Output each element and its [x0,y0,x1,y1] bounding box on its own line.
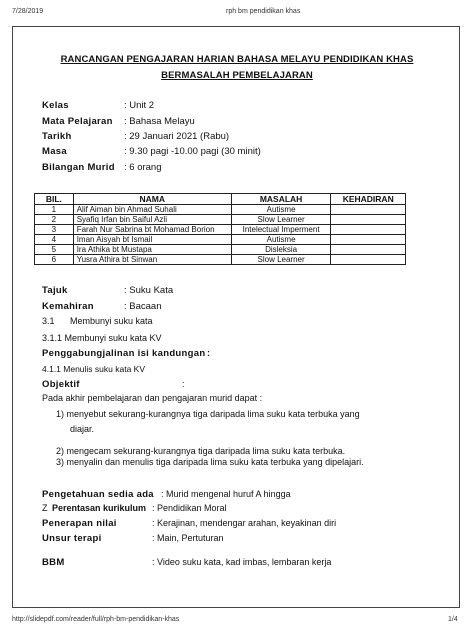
cell-bil: 5 [35,245,74,255]
print-doc-title: rph bm pendidikan khas [226,8,301,15]
table-row [35,225,406,235]
penggabungjalinan-text: 4.1.1 Menulis suku kata KV [42,364,146,374]
objektif-colon: : [182,379,185,389]
pengetahuan-value: : Murid mengenal huruf A hingga [161,489,291,499]
info-value-tarikh: : 29 Januari 2021 (Rabu) [124,131,230,142]
pengetahuan-label: Pengetahuan sedia ada [42,489,154,500]
objektif-1-line2: diajar. [70,424,95,434]
cell-kehadiran [331,205,406,215]
col-header-kehadiran: KEHADIRAN [331,194,406,205]
print-page-count: 1/4 [448,616,458,623]
kemahiran-value: : Bacaan [124,301,162,312]
penggabungjalinan-colon: : [207,348,210,358]
cell-masalah: Disleksia [231,245,331,255]
standard-kandungan-number: 3.1 [42,316,55,326]
objektif-2: 2) mengecam sekurang-kurangnya tiga daripada lima suku kata terbuka. [56,446,346,456]
cell-bil: 6 [35,255,74,265]
cell-bil: 3 [35,225,74,235]
penggabungjalinan-label: Penggabungjalinan isi kandungan [42,348,206,359]
info-label-bilangan-murid: Bilangan Murid [42,162,115,173]
col-header-nama: NAMA [73,194,231,205]
table-header-row [35,194,406,205]
cell-kehadiran [331,255,406,265]
col-header-bil: BIL. [35,194,74,205]
cell-nama: Ira Athika bt Mustapa [73,245,231,255]
info-value-masa: : 9.30 pagi -10.00 pagi (30 minit) [124,146,261,157]
objektif-1-line1: 1) menyebut sekurang-kurangnya tiga daripada lima suku kata terbuka yang [56,409,360,419]
info-value-mata-pelajaran: : Bahasa Melayu [124,116,195,127]
info-label-mata-pelajaran: Mata Pelajaran [42,116,113,127]
rentas-label: Perentasan kurikulum [52,503,147,513]
cell-bil: 1 [35,205,74,215]
unsur-terapi-value: : Main, Pertuturan [152,533,224,543]
doc-title-line1: RANCANGAN PENGAJARAN HARIAN BAHASA MELAYU PENDIDIKAN KHAS [60,54,414,65]
info-label-kelas: Kelas [42,100,69,111]
objektif-label: Objektif [42,379,80,390]
rentas-value: : Pendidikan Moral [152,503,227,513]
kemahiran-label: Kemahiran [42,301,94,312]
col-header-masalah: MASALAH [231,194,331,205]
table-row [35,245,406,255]
objektif-intro: Pada akhir pembelajaran dan pengajaran murid dapat : [42,393,263,403]
cell-masalah: Slow Learner [231,255,331,265]
cell-kehadiran [331,215,406,225]
info-label-tarikh: Tarikh [42,131,72,142]
tajuk-label: Tajuk [42,285,68,296]
tajuk-value: : Suku Kata [124,285,174,296]
bbm-label: BBM [42,557,65,568]
bbm-value: : Video suku kata, kad imbas, lembaran kerja [152,557,332,567]
table-row [35,235,406,245]
print-url: http://slidepdf.com/reader/full/rph-bm-pendidikan-khas [12,616,180,623]
objektif-3: 3) menyalin dan menulis tiga daripada lima suku kata terbuka yang dipelajari. [56,457,364,467]
student-table [34,193,406,265]
cell-nama: Yusra Athira bt Sinwan [73,255,231,265]
cell-masalah: Autisme [231,205,331,215]
cell-masalah: Intelectual Imperment [231,225,331,235]
rentas-prefix: Z [42,503,48,513]
cell-nama: Iman Aisyah bt Ismail [73,235,231,245]
info-value-kelas: : Unit 2 [124,100,155,111]
cell-kehadiran [331,225,406,235]
cell-bil: 2 [35,215,74,225]
table-row [35,255,406,265]
table-row [35,215,406,225]
table-row [35,205,406,215]
cell-nama: Farah Nur Sabrina bt Mohamad Borion [73,225,231,235]
penerapan-nilai-value: : Kerajinan, mendengar arahan, keyakinan diri [152,518,337,528]
info-label-masa: Masa [42,146,67,157]
print-date: 7/28/2019 [12,8,44,15]
cell-kehadiran [331,235,406,245]
standard-kandungan-text: Membunyi suku kata [70,316,153,326]
standard-pembelajaran: 3.1.1 Membunyi suku kata KV [42,333,162,343]
cell-bil: 4 [35,235,74,245]
cell-nama: Syafiq Irfan bin Saiful Azli [73,215,231,225]
info-value-bilangan-murid: : 6 orang [124,162,162,173]
cell-masalah: Slow Learner [231,215,331,225]
cell-kehadiran [331,245,406,255]
doc-title-line2: BERMASALAH PEMBELAJARAN [161,70,313,81]
penerapan-nilai-label: Penerapan nilai [42,518,117,529]
cell-masalah: Autisme [231,235,331,245]
cell-nama: Alif Aiman bin Ahmad Suhali [73,205,231,215]
unsur-terapi-label: Unsur terapi [42,533,102,544]
